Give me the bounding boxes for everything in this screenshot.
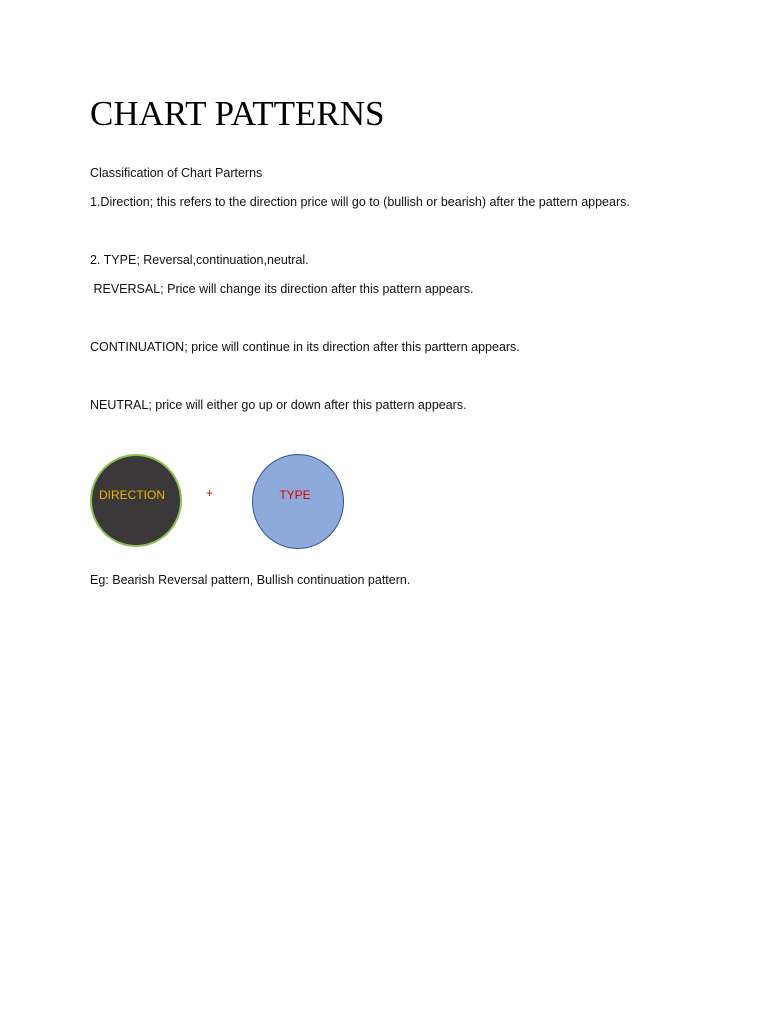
- paragraph-example: Eg: Bearish Reversal pattern, Bullish continuation pattern.: [90, 573, 411, 587]
- direction-type-diagram: [88, 452, 350, 552]
- direction-circle: [90, 454, 182, 547]
- paragraph-type: 2. TYPE; Reversal,continuation,neutral.: [90, 253, 309, 267]
- paragraph-reversal: REVERSAL; Price will change its direction after this pattern appears.: [90, 282, 474, 296]
- paragraph-direction: 1.Direction; this refers to the direction price will go to (bullish or bearish) after the pattern appears.: [90, 195, 630, 209]
- type-label: TYPE: [279, 487, 311, 502]
- page-title: CHART PATTERNS: [90, 94, 385, 133]
- type-circle: [252, 454, 344, 549]
- paragraph-neutral: NEUTRAL; price will either go up or down after this pattern appears.: [90, 398, 467, 412]
- plus-sign: +: [206, 486, 214, 500]
- paragraph-continuation: CONTINUATION; price will continue in its direction after this parttern appears.: [90, 340, 520, 354]
- direction-label: DIRECTION: [99, 487, 165, 502]
- subtitle-classification: Classification of Chart Parterns: [90, 166, 263, 180]
